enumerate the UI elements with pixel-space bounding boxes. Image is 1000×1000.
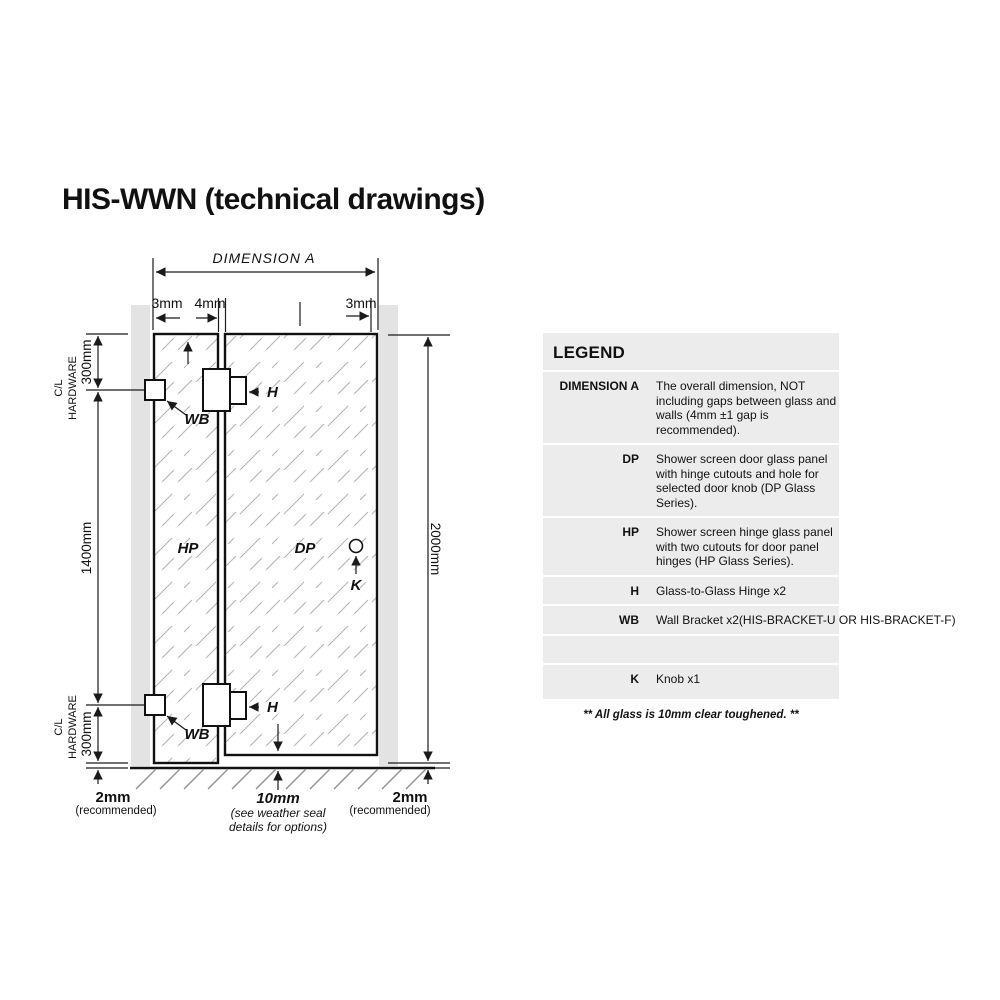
legend-desc (656, 643, 838, 657)
dimension-a (153, 250, 378, 330)
dp-panel-label: DP (294, 540, 316, 557)
bottom-gap-labels (75, 789, 430, 834)
bottom-offset-label: 300mm (79, 711, 94, 757)
hinge-bottom-tab (230, 692, 246, 719)
dimension-a-label: DIMENSION A (212, 250, 316, 266)
legend-footnote: ** All glass is 10mm clear toughened. ** (583, 709, 799, 721)
gap-left-label: 3mm (151, 295, 183, 311)
legend-term: WB (619, 613, 639, 627)
gap-right-label: 3mm (345, 295, 377, 311)
legend-term: H (630, 583, 639, 598)
legend-desc: The overall dimension, NOT including gaps between glass and walls (4mm ±1 gap is recommended). (656, 379, 837, 437)
gap-mid-label: 4mm (194, 295, 226, 311)
hp-panel-label: HP (177, 540, 199, 557)
h-label-bottom: H (267, 699, 278, 716)
right-gap-label: 2mm (392, 789, 428, 806)
cl-hardware-bottom-line1: C/L (53, 718, 65, 736)
wb-label-bottom: WB (184, 726, 210, 743)
legend-row-dimension-a (543, 370, 839, 443)
legend-panel (543, 333, 956, 699)
cl-hardware-top-line1: C/L (53, 379, 65, 397)
legend-term: DP (622, 452, 639, 466)
hinge-top (203, 369, 230, 411)
legend-desc: Knob x1 (656, 671, 701, 686)
legend-row-dp (543, 443, 839, 516)
hinge-bottom (203, 684, 230, 726)
legend-term: K (630, 671, 639, 686)
legend-desc: Glass-to-Glass Hinge x2 (656, 583, 787, 598)
left-gap-note: (recommended) (75, 805, 157, 817)
page-title: HIS-WWN (technical drawings) (62, 183, 485, 216)
floor-hatch (136, 769, 426, 789)
legend-desc: Shower screen hinge glass panel with two cutouts for door panel hinges (HP Glass Series). (656, 525, 833, 568)
legend-term (543, 643, 639, 657)
legend-term: DIMENSION A (559, 379, 639, 393)
legend-row-k (543, 663, 839, 700)
wall-bracket-top (145, 380, 165, 400)
knob (350, 540, 363, 553)
bottom-gap-note1: (see weather seal (230, 806, 326, 820)
legend-desc: Wall Bracket x2(HIS-BRACKET-U OR HIS-BRACKET-F) (656, 613, 956, 627)
bottom-gap-note2: details for options) (228, 820, 328, 834)
wb-label-top: WB (184, 411, 210, 428)
left-gap-label: 2mm (95, 789, 131, 806)
legend-row-wb (543, 604, 956, 634)
legend-row-h (543, 575, 839, 605)
right-gap-note: (recommended) (349, 805, 431, 817)
mid-span-label: 1400mm (79, 521, 94, 575)
total-height-label: 2000mm (428, 522, 443, 576)
cl-hardware-top-line2: HARDWARE (67, 356, 79, 420)
legend-term: HP (622, 525, 639, 539)
floor (130, 768, 435, 789)
top-offset-label: 300mm (79, 339, 94, 385)
hinge-top-tab (230, 377, 246, 404)
top-gap-dimensions (151, 295, 376, 332)
bottom-gap-label: 10mm (256, 790, 300, 807)
legend-title: LEGEND (553, 343, 626, 362)
h-label-top: H (267, 384, 278, 401)
cl-hardware-bottom-line2: HARDWARE (67, 695, 79, 759)
legend-desc: Shower screen door glass panel with hinge cutouts and hole for selected door knob (DP Glass Series). (656, 452, 828, 510)
legend-row-hp (543, 516, 839, 575)
k-label: K (350, 577, 362, 594)
legend-row-empty (543, 634, 839, 663)
wall-bracket-bottom (145, 695, 165, 715)
